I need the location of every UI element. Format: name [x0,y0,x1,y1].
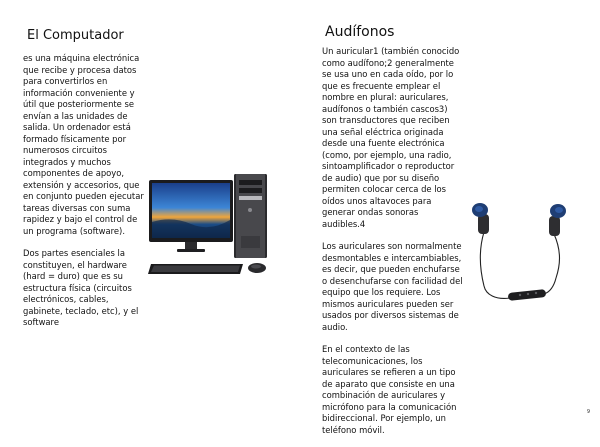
right-paragraph-1: Un auricular1 (también conocido como audífono;2 generalmente se usa uno en cada oído, por lo que es frecuente emplear el nombre en plural: auriculares, audífonos o también cascos3) son transductores que reciben una señal eléctrica originada desde una fuente electrónica (como, por ejemplo, una radio, sintoamplificador o reproductor de audio) que por su diseño permiten colocar cerca de los oídos unos altavoces para generar ondas sonoras audibles.4 [322,46,460,229]
keyboard [148,264,243,274]
right-column-title: Audífonos [325,24,395,40]
page-number: 9 [586,409,590,415]
right-column-text [322,46,464,447]
remote-control [508,289,547,301]
right-earbud [549,204,566,236]
desktop-computer-image [147,170,277,282]
right-paragraph-2: Los auriculares son normalmente desmontables e intercambiables, es decir, que pueden enchufarse o desenchufarse con facilidad del equipo que los requiere. Los mismos auriculares pueden ser usados por diversos sistemas de audio. [322,241,463,332]
monitor [149,180,233,252]
earphone-cable [480,232,559,298]
left-column-title: El Computador [27,28,124,43]
mouse [248,263,266,273]
earphones-image [470,200,588,308]
tower-case [234,174,267,258]
right-paragraph-3: En el contexto de las telecomunicaciones, los auriculares se refieren a un tipo de aparato que consiste en una combinación de auriculares y micrófono para la comunicación bidireccional. Por ejemplo, un teléfono móvil. [322,344,457,435]
left-paragraph-2: Dos partes esenciales la constituyen, el hardware (hard = duro) que es su estructura física (circuitos electrónicos, cables, gabinete, teclado, etc), y el software [23,248,139,327]
left-column-text [23,53,145,340]
left-paragraph-1: es una máquina electrónica que recibe y procesa datos para convertirlos en información conveniente y útil que posteriormente se envían a las unidades de salida. Un ordenador está formado físicamente por numerosos circuitos integrados y muchos componentes de apoyo, extensión y accesorios, que en conjunto pueden ejecutar tareas diversas con suma rapidez y bajo el control de un programa (software). [23,53,144,236]
left-earbud [472,203,489,234]
